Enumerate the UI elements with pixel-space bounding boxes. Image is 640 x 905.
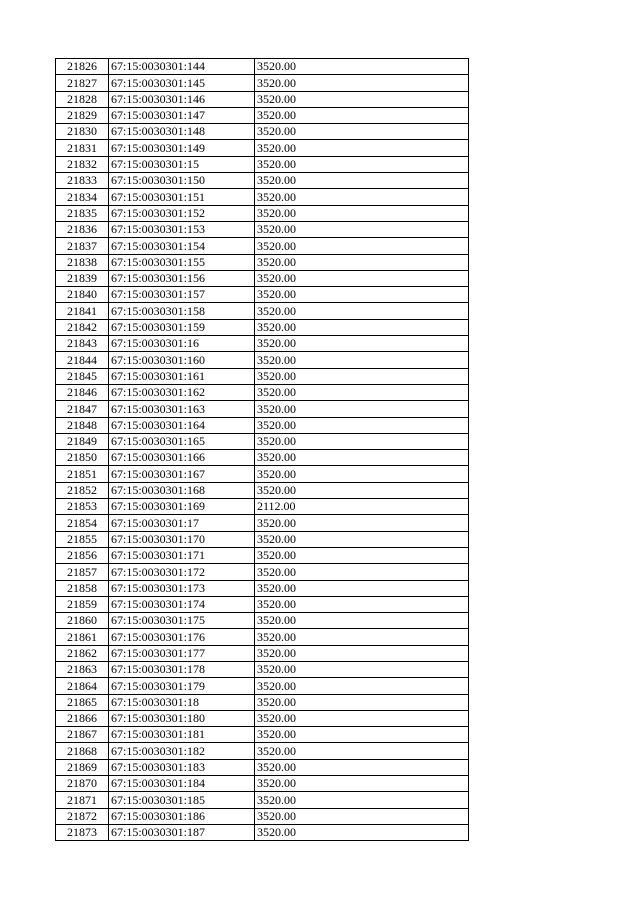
table-row (56, 645, 469, 661)
table-row (56, 466, 469, 482)
cadastral-value-cell: 3520.00 (255, 776, 469, 792)
cadastral-value-cell: 3520.00 (255, 368, 469, 384)
row-number-cell: 21843 (56, 336, 109, 352)
table-row (56, 401, 469, 417)
cadastral-number-cell: 67:15:0030301:156 (109, 270, 255, 286)
cadastral-number-cell: 67:15:0030301:17 (109, 515, 255, 531)
cadastral-value-cell: 3520.00 (255, 596, 469, 612)
cadastral-number-cell: 67:15:0030301:183 (109, 759, 255, 775)
table-row (56, 303, 469, 319)
row-number-cell: 21870 (56, 776, 109, 792)
row-number-cell: 21871 (56, 792, 109, 808)
row-number-cell: 21848 (56, 417, 109, 433)
row-number-cell: 21847 (56, 401, 109, 417)
cadastral-value-table (55, 58, 469, 841)
cadastral-value-cell: 3520.00 (255, 678, 469, 694)
cadastral-value-cell: 3520.00 (255, 140, 469, 156)
cadastral-value-cell: 3520.00 (255, 433, 469, 449)
cadastral-number-cell: 67:15:0030301:157 (109, 287, 255, 303)
row-number-cell: 21858 (56, 580, 109, 596)
table-row (56, 808, 469, 824)
row-number-cell: 21851 (56, 466, 109, 482)
cadastral-value-cell: 3520.00 (255, 401, 469, 417)
cadastral-number-cell: 67:15:0030301:186 (109, 808, 255, 824)
table-row (56, 173, 469, 189)
table-row (56, 75, 469, 91)
cadastral-number-cell: 67:15:0030301:185 (109, 792, 255, 808)
cadastral-value-cell: 3520.00 (255, 352, 469, 368)
cadastral-value-cell: 3520.00 (255, 59, 469, 75)
cadastral-number-cell: 67:15:0030301:149 (109, 140, 255, 156)
row-number-cell: 21849 (56, 433, 109, 449)
row-number-cell: 21869 (56, 759, 109, 775)
cadastral-value-cell: 3520.00 (255, 75, 469, 91)
table-row (56, 433, 469, 449)
row-number-cell: 21867 (56, 727, 109, 743)
cadastral-value-cell: 3520.00 (255, 743, 469, 759)
table-row (56, 547, 469, 563)
cadastral-number-cell: 67:15:0030301:155 (109, 254, 255, 270)
row-number-cell: 21830 (56, 124, 109, 140)
cadastral-value-cell: 3520.00 (255, 792, 469, 808)
cadastral-value-cell: 3520.00 (255, 580, 469, 596)
table-row (56, 776, 469, 792)
cadastral-value-cell: 3520.00 (255, 189, 469, 205)
cadastral-value-cell: 3520.00 (255, 759, 469, 775)
cadastral-value-cell: 2112.00 (255, 499, 469, 515)
cadastral-number-cell: 67:15:0030301:153 (109, 221, 255, 237)
row-number-cell: 21854 (56, 515, 109, 531)
cadastral-number-cell: 67:15:0030301:158 (109, 303, 255, 319)
cadastral-number-cell: 67:15:0030301:146 (109, 91, 255, 107)
row-number-cell: 21860 (56, 613, 109, 629)
cadastral-value-cell: 3520.00 (255, 710, 469, 726)
table-row (56, 564, 469, 580)
row-number-cell: 21829 (56, 107, 109, 123)
row-number-cell: 21873 (56, 824, 109, 840)
cadastral-value-cell: 3520.00 (255, 270, 469, 286)
cadastral-value-cell: 3520.00 (255, 124, 469, 140)
row-number-cell: 21826 (56, 59, 109, 75)
row-number-cell: 21846 (56, 384, 109, 400)
table-row (56, 694, 469, 710)
cadastral-value-cell: 3520.00 (255, 156, 469, 172)
row-number-cell: 21827 (56, 75, 109, 91)
row-number-cell: 21842 (56, 319, 109, 335)
row-number-cell: 21844 (56, 352, 109, 368)
table-row (56, 107, 469, 123)
table-row (56, 336, 469, 352)
table-row (56, 287, 469, 303)
row-number-cell: 21859 (56, 596, 109, 612)
cadastral-number-cell: 67:15:0030301:180 (109, 710, 255, 726)
row-number-cell: 21862 (56, 645, 109, 661)
row-number-cell: 21868 (56, 743, 109, 759)
table-row (56, 319, 469, 335)
cadastral-number-cell: 67:15:0030301:159 (109, 319, 255, 335)
cadastral-value-cell: 3520.00 (255, 173, 469, 189)
cadastral-number-cell: 67:15:0030301:173 (109, 580, 255, 596)
table-row (56, 792, 469, 808)
cadastral-number-cell: 67:15:0030301:167 (109, 466, 255, 482)
row-number-cell: 21856 (56, 547, 109, 563)
cadastral-value-cell: 3520.00 (255, 661, 469, 677)
row-number-cell: 21853 (56, 499, 109, 515)
cadastral-value-cell: 3520.00 (255, 531, 469, 547)
table-row (56, 710, 469, 726)
cadastral-value-cell: 3520.00 (255, 466, 469, 482)
cadastral-number-cell: 67:15:0030301:169 (109, 499, 255, 515)
cadastral-number-cell: 67:15:0030301:168 (109, 482, 255, 498)
cadastral-value-cell: 3520.00 (255, 482, 469, 498)
cadastral-value-cell: 3520.00 (255, 450, 469, 466)
cadastral-value-cell: 3520.00 (255, 727, 469, 743)
cadastral-number-cell: 67:15:0030301:148 (109, 124, 255, 140)
cadastral-number-cell: 67:15:0030301:171 (109, 547, 255, 563)
cadastral-number-cell: 67:15:0030301:172 (109, 564, 255, 580)
cadastral-number-cell: 67:15:0030301:151 (109, 189, 255, 205)
cadastral-number-cell: 67:15:0030301:174 (109, 596, 255, 612)
cadastral-value-cell: 3520.00 (255, 694, 469, 710)
cadastral-number-cell: 67:15:0030301:147 (109, 107, 255, 123)
cadastral-value-cell: 3520.00 (255, 824, 469, 840)
cadastral-number-cell: 67:15:0030301:145 (109, 75, 255, 91)
cadastral-number-cell: 67:15:0030301:160 (109, 352, 255, 368)
cadastral-value-cell: 3520.00 (255, 417, 469, 433)
table-row (56, 352, 469, 368)
cadastral-number-cell: 67:15:0030301:15 (109, 156, 255, 172)
table-row (56, 515, 469, 531)
row-number-cell: 21840 (56, 287, 109, 303)
row-number-cell: 21863 (56, 661, 109, 677)
table-row (56, 270, 469, 286)
table-row (56, 743, 469, 759)
cadastral-value-cell: 3520.00 (255, 336, 469, 352)
cadastral-value-cell: 3520.00 (255, 287, 469, 303)
cadastral-value-cell: 3520.00 (255, 319, 469, 335)
cadastral-value-cell: 3520.00 (255, 564, 469, 580)
row-number-cell: 21866 (56, 710, 109, 726)
cadastral-number-cell: 67:15:0030301:150 (109, 173, 255, 189)
row-number-cell: 21855 (56, 531, 109, 547)
cadastral-number-cell: 67:15:0030301:182 (109, 743, 255, 759)
cadastral-number-cell: 67:15:0030301:144 (109, 59, 255, 75)
table-row (56, 661, 469, 677)
cadastral-number-cell: 67:15:0030301:181 (109, 727, 255, 743)
table-row (56, 205, 469, 221)
cadastral-number-cell: 67:15:0030301:187 (109, 824, 255, 840)
table-row (56, 238, 469, 254)
cadastral-value-cell: 3520.00 (255, 645, 469, 661)
cadastral-number-cell: 67:15:0030301:179 (109, 678, 255, 694)
cadastral-value-cell: 3520.00 (255, 107, 469, 123)
cadastral-number-cell: 67:15:0030301:177 (109, 645, 255, 661)
table-row (56, 596, 469, 612)
table-row (56, 482, 469, 498)
table-row (56, 759, 469, 775)
row-number-cell: 21832 (56, 156, 109, 172)
table-row (56, 417, 469, 433)
cadastral-number-cell: 67:15:0030301:163 (109, 401, 255, 417)
cadastral-number-cell: 67:15:0030301:161 (109, 368, 255, 384)
cadastral-value-cell: 3520.00 (255, 384, 469, 400)
cadastral-value-cell: 3520.00 (255, 515, 469, 531)
cadastral-number-cell: 67:15:0030301:176 (109, 629, 255, 645)
row-number-cell: 21838 (56, 254, 109, 270)
cadastral-value-cell: 3520.00 (255, 613, 469, 629)
cadastral-number-cell: 67:15:0030301:162 (109, 384, 255, 400)
table-row (56, 613, 469, 629)
row-number-cell: 21861 (56, 629, 109, 645)
table-row (56, 629, 469, 645)
row-number-cell: 21857 (56, 564, 109, 580)
row-number-cell: 21833 (56, 173, 109, 189)
row-number-cell: 21864 (56, 678, 109, 694)
row-number-cell: 21837 (56, 238, 109, 254)
row-number-cell: 21828 (56, 91, 109, 107)
cadastral-number-cell: 67:15:0030301:164 (109, 417, 255, 433)
table-body (56, 59, 469, 841)
row-number-cell: 21834 (56, 189, 109, 205)
table-row (56, 91, 469, 107)
row-number-cell: 21835 (56, 205, 109, 221)
row-number-cell: 21831 (56, 140, 109, 156)
table-row (56, 824, 469, 840)
table-row (56, 450, 469, 466)
cadastral-number-cell: 67:15:0030301:154 (109, 238, 255, 254)
row-number-cell: 21839 (56, 270, 109, 286)
row-number-cell: 21836 (56, 221, 109, 237)
cadastral-value-cell: 3520.00 (255, 547, 469, 563)
table-row (56, 189, 469, 205)
cadastral-number-cell: 67:15:0030301:18 (109, 694, 255, 710)
cadastral-value-cell: 3520.00 (255, 91, 469, 107)
cadastral-value-cell: 3520.00 (255, 808, 469, 824)
cadastral-number-cell: 67:15:0030301:16 (109, 336, 255, 352)
cadastral-number-cell: 67:15:0030301:152 (109, 205, 255, 221)
table-row (56, 254, 469, 270)
table-row (56, 156, 469, 172)
cadastral-number-cell: 67:15:0030301:175 (109, 613, 255, 629)
table-row (56, 140, 469, 156)
table-row (56, 727, 469, 743)
cadastral-value-cell: 3520.00 (255, 205, 469, 221)
cadastral-number-cell: 67:15:0030301:178 (109, 661, 255, 677)
cadastral-value-cell: 3520.00 (255, 629, 469, 645)
cadastral-value-cell: 3520.00 (255, 254, 469, 270)
table-row (56, 221, 469, 237)
table-row (56, 368, 469, 384)
cadastral-number-cell: 67:15:0030301:170 (109, 531, 255, 547)
row-number-cell: 21850 (56, 450, 109, 466)
row-number-cell: 21845 (56, 368, 109, 384)
table-row (56, 531, 469, 547)
table-row (56, 678, 469, 694)
cadastral-number-cell: 67:15:0030301:184 (109, 776, 255, 792)
cadastral-number-cell: 67:15:0030301:166 (109, 450, 255, 466)
table-row (56, 580, 469, 596)
row-number-cell: 21865 (56, 694, 109, 710)
table-row (56, 384, 469, 400)
row-number-cell: 21872 (56, 808, 109, 824)
cadastral-value-cell: 3520.00 (255, 221, 469, 237)
table-row (56, 124, 469, 140)
table-row (56, 499, 469, 515)
cadastral-number-cell: 67:15:0030301:165 (109, 433, 255, 449)
cadastral-value-cell: 3520.00 (255, 238, 469, 254)
cadastral-value-cell: 3520.00 (255, 303, 469, 319)
table-row (56, 59, 469, 75)
row-number-cell: 21852 (56, 482, 109, 498)
row-number-cell: 21841 (56, 303, 109, 319)
